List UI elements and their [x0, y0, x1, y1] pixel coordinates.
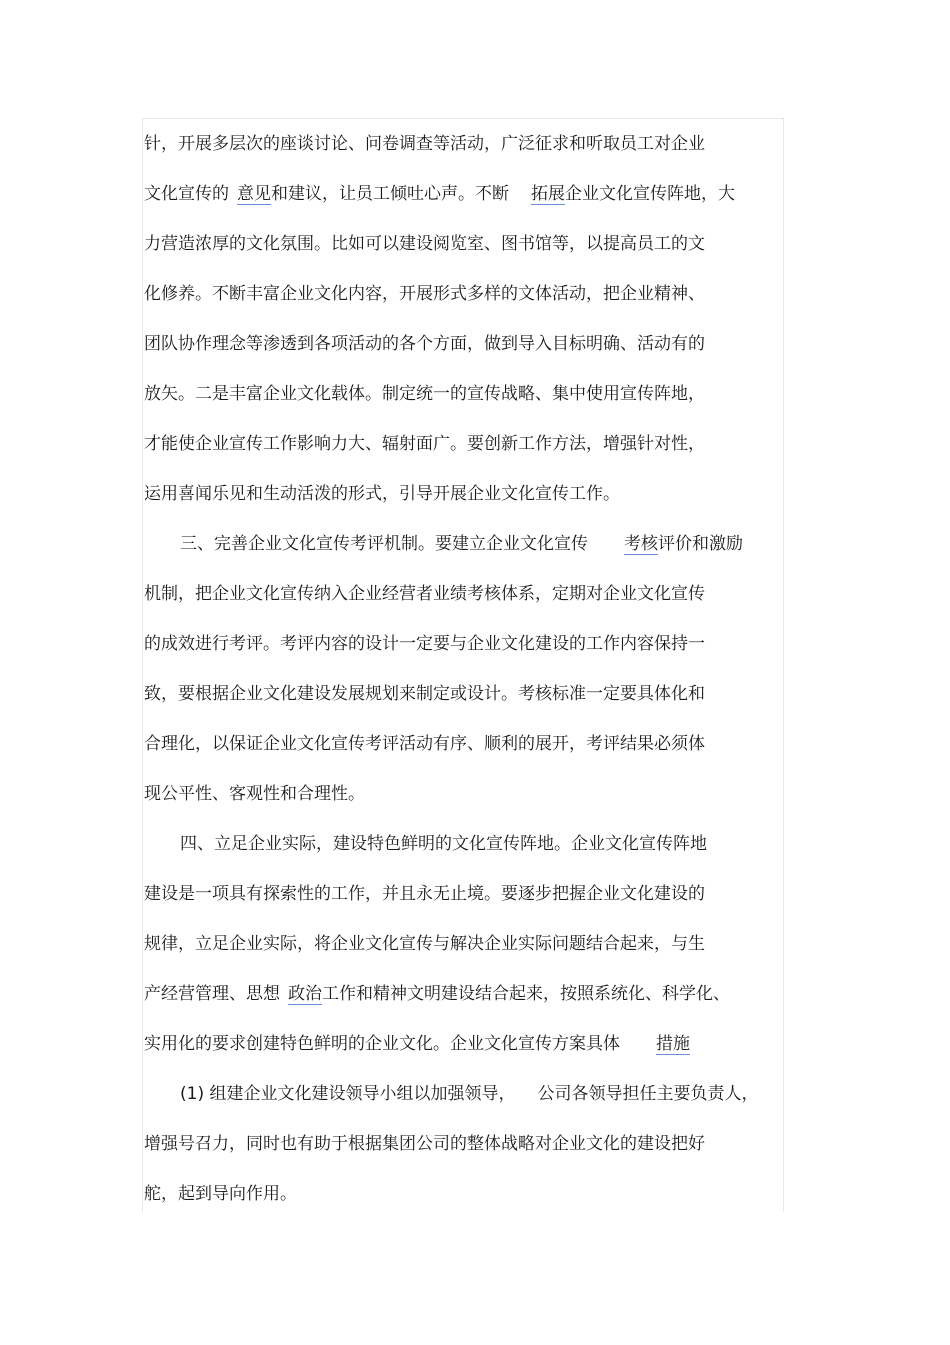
text-line: 建设是一项具有探索性的工作，并且永无止境。要逐步把握企业文化建设的 — [144, 884, 705, 904]
text-line: 力营造浓厚的文化氛围。比如可以建设阅览室、图书馆等，以提高员工的文 — [144, 234, 705, 254]
document-body — [144, 124, 784, 1224]
text-segment: 企业文化宣传阵地，大 — [565, 184, 735, 204]
text-line: 合理化，以保证企业文化宣传考评活动有序、顺利的展开，考评结果必须体 — [144, 734, 705, 754]
link-tuozhan[interactable]: 拓展 — [531, 184, 565, 204]
text-line: 针，开展多层次的座谈讨论、问卷调查等活动，广泛征求和听取员工对企业 — [144, 134, 705, 154]
text-segment: (1) 组建企业文化建设领导小组以加强领导， — [180, 1084, 516, 1104]
text-segment: 评价和激励 — [658, 534, 743, 554]
text-line: 四、立足企业实际，建设特色鲜明的文化宣传阵地。企业文化宣传阵地 — [180, 834, 707, 854]
text-segment: 和建议，让员工倾吐心声。不断 — [271, 184, 509, 204]
text-line: 规律，立足企业实际，将企业文化宣传与解决企业实际问题结合起来，与生 — [144, 934, 705, 954]
link-yijian[interactable]: 意见 — [237, 184, 271, 204]
text-line: 化修养。不断丰富企业文化内容，开展形式多样的文体活动，把企业精神、 — [144, 284, 705, 304]
text-line: 放矢。二是丰富企业文化载体。制定统一的宣传战略、集中使用宣传阵地， — [144, 384, 705, 404]
text-segment: 公司各领导担任主要负责人， — [537, 1084, 759, 1104]
text-line — [144, 974, 784, 1024]
text-segment: 三、完善企业文化宣传考评机制。要建立企业文化宣传 — [180, 534, 588, 554]
text-line — [144, 1074, 784, 1124]
text-line: 舵，起到导向作用。 — [144, 1184, 297, 1204]
link-kaohe[interactable]: 考核 — [624, 534, 658, 554]
text-segment: 产经营管理、思想 — [144, 984, 280, 1004]
text-line: 才能使企业宣传工作影响力大、辐射面广。要创新工作方法，增强针对性， — [144, 434, 705, 454]
text-segment: 实用化的要求创建特色鲜明的企业文化。企业文化宣传方案具体 — [144, 1034, 620, 1054]
text-line — [144, 1024, 784, 1074]
text-line: 致，要根据企业文化建设发展规划来制定或设计。考核标准一定要具体化和 — [144, 684, 705, 704]
text-line: 增强号召力，同时也有助于根据集团公司的整体战略对企业文化的建设把好 — [144, 1134, 705, 1154]
text-line — [144, 174, 784, 224]
text-line: 机制，把企业文化宣传纳入企业经营者业绩考核体系，定期对企业文化宣传 — [144, 584, 705, 604]
text-line: 的成效进行考评。考评内容的设计一定要与企业文化建设的工作内容保持一 — [144, 634, 705, 654]
text-line: 运用喜闻乐见和生动活泼的形式，引导开展企业文化宣传工作。 — [144, 484, 620, 504]
link-zhengzhi[interactable]: 政治 — [288, 984, 322, 1004]
text-segment: 文化宣传的 — [144, 184, 229, 204]
text-line: 团队协作理念等渗透到各项活动的各个方面，做到导入目标明确、活动有的 — [144, 334, 705, 354]
text-segment: 工作和精神文明建设结合起来，按照系统化、科学化、 — [322, 984, 730, 1004]
link-cuoshi[interactable]: 措施 — [656, 1034, 690, 1054]
text-line — [144, 524, 784, 574]
text-line: 现公平性、客观性和合理性。 — [144, 784, 365, 804]
